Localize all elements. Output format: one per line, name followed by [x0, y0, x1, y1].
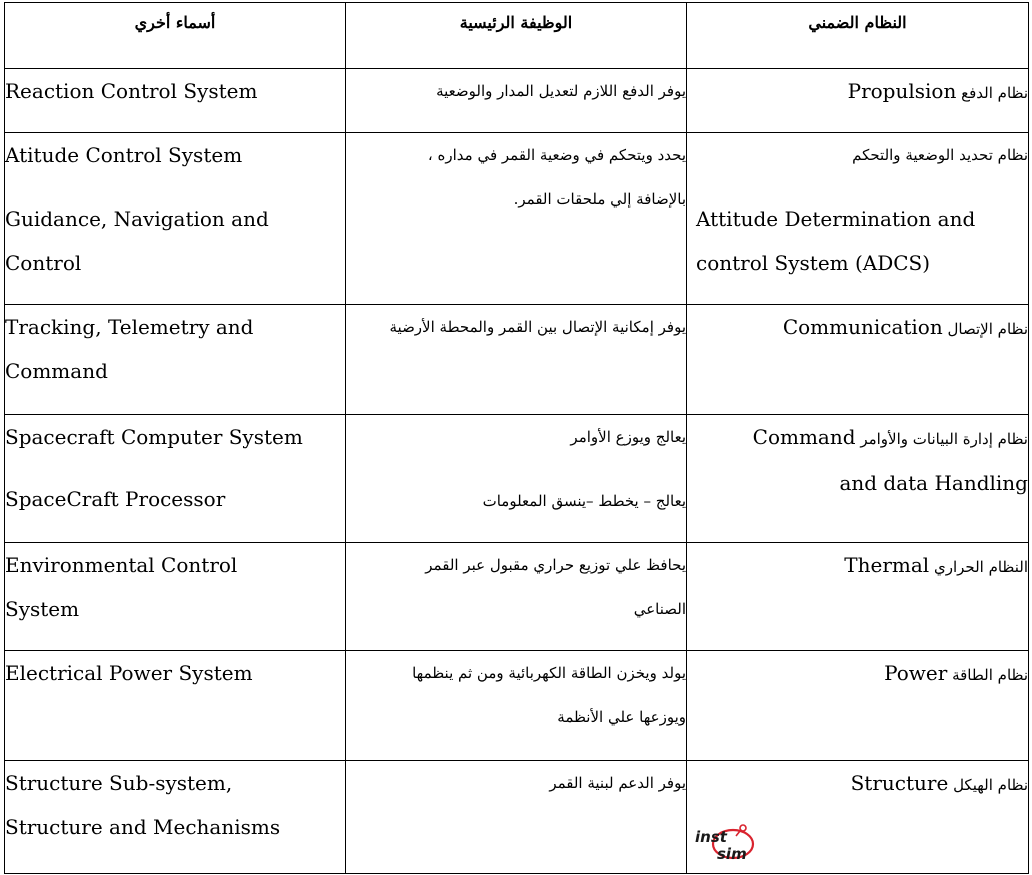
subsystem-en: Communication [782, 315, 943, 339]
other-name: SpaceCraft Processor [5, 487, 226, 511]
table-row [5, 133, 1029, 305]
subsystem-en-line2 [687, 461, 1028, 507]
other-names-cell [5, 651, 346, 761]
subsystem-en: and data Handling [839, 471, 1028, 495]
function-line: يحافظ علي توزيع حراري مقبول عبر القمر [425, 556, 686, 574]
table-row [5, 305, 1029, 415]
subsystem-name [687, 305, 1028, 351]
table-row [5, 69, 1029, 133]
function-cell [346, 69, 687, 133]
logo-text-top: inst [695, 828, 727, 846]
other-names-cell [5, 133, 346, 305]
header-main-function: الوظيفة الرئيسية [346, 3, 687, 69]
other-name: Electrical Power System [5, 661, 253, 685]
function-line: يوفر الدفع اللازم لتعديل المدار والوضعية [436, 82, 686, 100]
header-other-names: أسماء أخري [5, 3, 346, 69]
subsystem-cell [687, 543, 1029, 651]
subsystem-en: Propulsion [847, 79, 957, 103]
subsystem-cell [687, 133, 1029, 305]
subsystem-cell [687, 415, 1029, 543]
subsystem-en: Attitude Determination and [696, 207, 976, 231]
function-line: يوفر الدعم لبنية القمر [549, 774, 686, 792]
other-name: System [5, 597, 80, 621]
subsystem-en: control System (ADCS) [696, 251, 931, 275]
other-names-cell [5, 69, 346, 133]
function-line: بالإضافة إلي ملحقات القمر. [513, 190, 686, 208]
other-name: Structure and Mechanisms [5, 815, 281, 839]
other-name: Tracking, Telemetry and [5, 315, 254, 339]
subsystem-name [687, 651, 1028, 697]
subsystem-cell [687, 651, 1029, 761]
logo-dot [740, 825, 746, 831]
other-name: Structure Sub-system, [5, 771, 233, 795]
function-line: يعالج – يخطط –ينسق المعلومات [482, 492, 686, 510]
subsystem-ar: النظام الحراري [933, 558, 1028, 576]
other-name: Command [5, 359, 108, 383]
subsystem-en: Structure [850, 771, 949, 795]
subsystem-name [687, 543, 1028, 589]
function-line: ويوزعها علي الأنظمة [557, 708, 686, 726]
subsystem-en: Command [752, 425, 856, 449]
subsystem-name [687, 69, 1028, 115]
other-names-cell [5, 761, 346, 874]
subsystem-ar: نظام الإتصال [947, 320, 1028, 338]
table-row [5, 543, 1029, 651]
function-cell [346, 133, 687, 305]
subsystem-cell [687, 69, 1029, 133]
function-cell [346, 543, 687, 651]
other-name: Atitude Control System [5, 143, 243, 167]
subsystem-name [687, 761, 1028, 807]
table-row [5, 415, 1029, 543]
other-names-cell [5, 415, 346, 543]
other-name: Environmental Control [5, 553, 238, 577]
subsystem-en: Thermal [844, 553, 930, 577]
other-name: Control [5, 251, 82, 275]
subsystem-ar: نظام الدفع [961, 84, 1028, 102]
subsystem-en: Power [884, 661, 948, 685]
subsystem-name [687, 415, 1028, 461]
table-row [5, 761, 1029, 874]
other-name: Guidance, Navigation and [5, 207, 269, 231]
function-line: يعالج ويوزع الأوامر [570, 428, 686, 446]
header-subsystem: النظام الضمني [687, 3, 1029, 69]
other-names-cell [5, 543, 346, 651]
other-names-cell [5, 305, 346, 415]
other-name: Reaction Control System [5, 79, 258, 103]
subsystem-ar: نظام الهيكل [953, 776, 1028, 794]
instsim-logo [693, 822, 763, 864]
subsystem-cell [687, 305, 1029, 415]
logo-text-bottom: sim [717, 845, 747, 863]
subsystem-ar: نظام إدارة البيانات والأوامر [860, 430, 1028, 448]
subsystem-ar: نظام الطاقة [952, 666, 1028, 684]
function-line: يحدد ويتحكم في وضعية القمر في مداره ، [427, 146, 686, 164]
subsystem-ar: نظام تحديد الوضعية والتحكم [852, 146, 1028, 164]
function-cell [346, 651, 687, 761]
logo-tick [736, 831, 740, 836]
other-name: Spacecraft Computer System [5, 425, 303, 449]
function-line: يولد ويخزن الطاقة الكهربائية ومن ثم ينظمها [412, 664, 686, 682]
function-line: الصناعي [633, 600, 686, 618]
table-row [5, 651, 1029, 761]
function-cell [346, 415, 687, 543]
function-line: يوفر إمكانية الإتصال بين القمر والمحطة الأرضية [389, 318, 686, 336]
function-cell [346, 761, 687, 874]
function-cell [346, 305, 687, 415]
subsystems-table [4, 2, 1029, 874]
header-row [5, 3, 1029, 69]
